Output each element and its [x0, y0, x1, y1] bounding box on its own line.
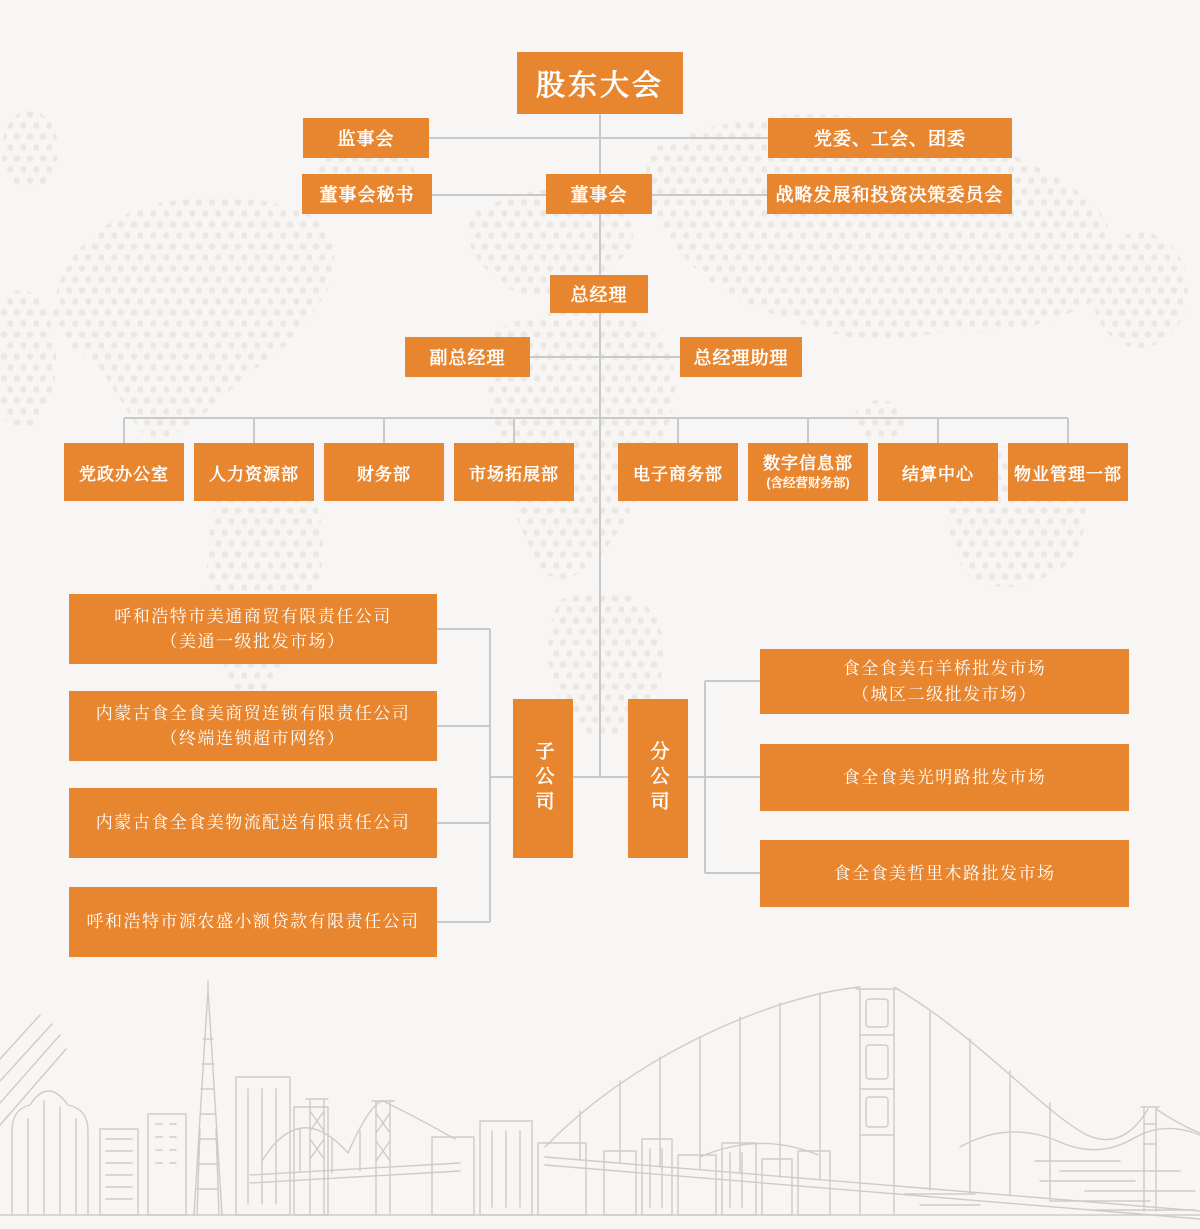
node-label: 总经理助理	[693, 348, 789, 368]
node-label: 分公司	[647, 741, 669, 816]
node-department-ecommerce	[618, 443, 738, 501]
node-label: 食全食美光明路批发市场	[842, 767, 1047, 787]
node-label: 战略发展和投资决策委员会	[775, 185, 1004, 205]
node-label: 人力资源部	[209, 464, 299, 484]
node-department-party-admin-office	[64, 443, 184, 501]
node-branch-zhelimulu-market	[760, 840, 1129, 907]
node-department-human-resources	[194, 443, 314, 501]
node-label: 副总经理	[429, 348, 506, 368]
node-sublabel: （终端连锁超市网络）	[160, 729, 346, 748]
node-branch-group	[628, 699, 688, 858]
node-sublabel: （城区二级批发市场）	[852, 684, 1037, 704]
node-general-manager	[550, 275, 648, 313]
node-label: 物业管理一部	[1014, 464, 1122, 484]
node-strategy-committee	[767, 174, 1012, 214]
node-department-digital-information	[748, 443, 868, 501]
node-label: 数字信息部	[763, 453, 853, 473]
node-subsidiary-microloan	[69, 887, 437, 957]
node-subsidiary-logistics	[69, 788, 437, 858]
node-branch-shiyangqiao-market	[760, 649, 1129, 714]
node-label: 结算中心	[902, 464, 974, 484]
node-branch-guangminglu-market	[760, 744, 1129, 811]
node-deputy-general-manager	[405, 337, 530, 377]
node-label: 食全食美石羊桥批发市场	[842, 659, 1047, 678]
node-label: 总经理	[570, 285, 628, 305]
node-sublabel: (含经营财务部)	[766, 475, 850, 490]
node-board-secretary	[302, 174, 432, 214]
node-gm-assistant	[680, 337, 802, 377]
node-label: 党委、工会、团委	[814, 129, 966, 149]
node-department-market-expansion	[454, 443, 574, 501]
node-label: 董事会秘书	[319, 185, 415, 205]
node-shareholders-meeting	[517, 52, 683, 114]
node-label: 股东大会	[535, 69, 664, 102]
node-label: 监事会	[337, 129, 395, 149]
node-party-union-youth	[768, 118, 1012, 158]
node-label: 内蒙古食全食美商贸连锁有限责任公司	[95, 703, 411, 723]
node-label: 子公司	[532, 741, 554, 816]
node-label: 呼和浩特市源农盛小额贷款有限责任公司	[86, 912, 420, 932]
node-department-finance	[324, 443, 444, 501]
node-supervisory-board	[303, 118, 429, 158]
node-label: 董事会	[570, 185, 628, 205]
node-board-of-directors	[546, 174, 652, 214]
node-label: 内蒙古食全食美物流配送有限责任公司	[95, 813, 411, 833]
node-subsidiary-meitong-trade	[69, 594, 437, 664]
node-department-property-management	[1008, 443, 1128, 501]
node-department-settlement-center	[878, 443, 998, 501]
node-label: 市场拓展部	[469, 464, 559, 484]
node-subsidiary-group	[513, 699, 573, 858]
node-label: 电子商务部	[633, 464, 723, 484]
node-label: 食全食美哲里木路批发市场	[833, 863, 1056, 883]
node-label: 呼和浩特市美通商贸有限责任公司	[114, 606, 392, 626]
node-sublabel: （美通一级批发市场）	[160, 632, 346, 651]
node-label: 财务部	[357, 464, 411, 484]
node-label: 党政办公室	[79, 464, 169, 484]
node-subsidiary-chain-trade	[69, 691, 437, 761]
